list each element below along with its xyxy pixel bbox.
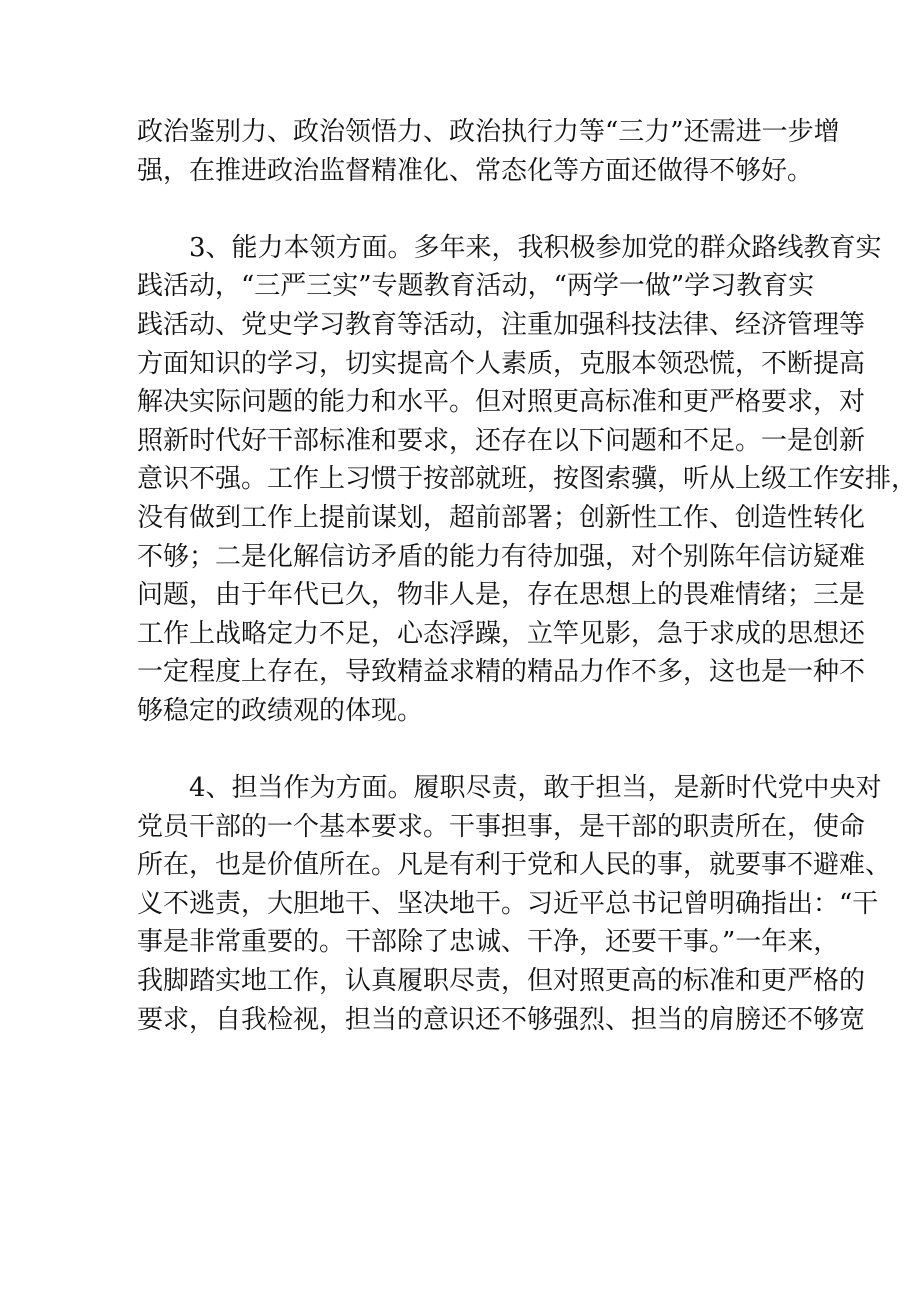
text-line: 4、担当作为方面。履职尽责，敢于担当，是新时代党中央对	[189, 773, 882, 804]
text-line: 够稳定的政绩观的体现。	[137, 695, 424, 726]
text-line: 意识不强。工作上习惯于按部就班，按图索骥，听从上级工作安排，	[137, 464, 918, 495]
text-line: 不够；二是化解信访矛盾的能力有待加强，对个别陈年信访疑难	[137, 541, 866, 572]
paragraph-spacing	[137, 731, 797, 770]
paragraph-spacing	[137, 190, 797, 229]
text-line: 我脚踏实地工作，认真履职尽责，但对照更高的标准和更严格的	[137, 966, 866, 997]
text-line: 义不逃责，大胆地干、坚决地干。习近平总书记曾明确指出：“干	[137, 888, 879, 919]
text-line: 政治鉴别力、政治领悟力、政治执行力等“三力”还需进一步增	[137, 117, 840, 147]
text-line: 所在，也是价值所在。凡是有利于党和人民的事，就要事不避难、	[137, 850, 892, 881]
text-line: 3、能力本领方面。多年来，我积极参加党的群众路线教育实	[189, 232, 882, 263]
text-line: 践活动、党史学习教育等活动，注重加强科技法律、经济管理等	[137, 309, 866, 340]
text-line: 工作上战略定力不足，心态浮躁，立竿见影，急于求成的思想还	[137, 618, 866, 649]
text-line: 强，在推进政治监督精准化、常态化等方面还做得不够好。	[137, 155, 814, 186]
text-line: 一定程度上存在，导致精益求精的精品力作不多，这也是一种不	[137, 657, 866, 688]
document-body	[137, 113, 918, 1039]
text-line: 问题，由于年代已久，物非人是，存在思想上的畏难情绪；三是	[137, 580, 866, 611]
text-line: 党员干部的一个基本要求。干事担事，是干部的职责所在，使命	[137, 811, 866, 842]
paragraph-1	[137, 113, 840, 190]
paragraph-2	[137, 229, 918, 731]
text-line: 解决实际问题的能力和水平。但对照更高标准和更严格要求，对	[137, 387, 866, 418]
paragraph-3	[137, 769, 892, 1039]
text-line: 要求，自我检视，担当的意识还不够强烈、担当的肩膀还不够宽	[137, 1004, 866, 1035]
text-line: 践活动，“三严三实”专题教育活动，“两学一做”学习教育实	[137, 271, 815, 302]
text-line: 方面知识的学习，切实提高个人素质，克服本领恐慌，不断提高	[137, 348, 866, 379]
text-line: 事是非常重要的。干部除了忠诚、干净，还要干事。”一年来，	[137, 927, 840, 958]
text-line: 照新时代好干部标准和要求，还存在以下问题和不足。一是创新	[137, 425, 866, 456]
text-line: 没有做到工作上提前谋划，超前部署；创新性工作、创造性转化	[137, 502, 866, 533]
